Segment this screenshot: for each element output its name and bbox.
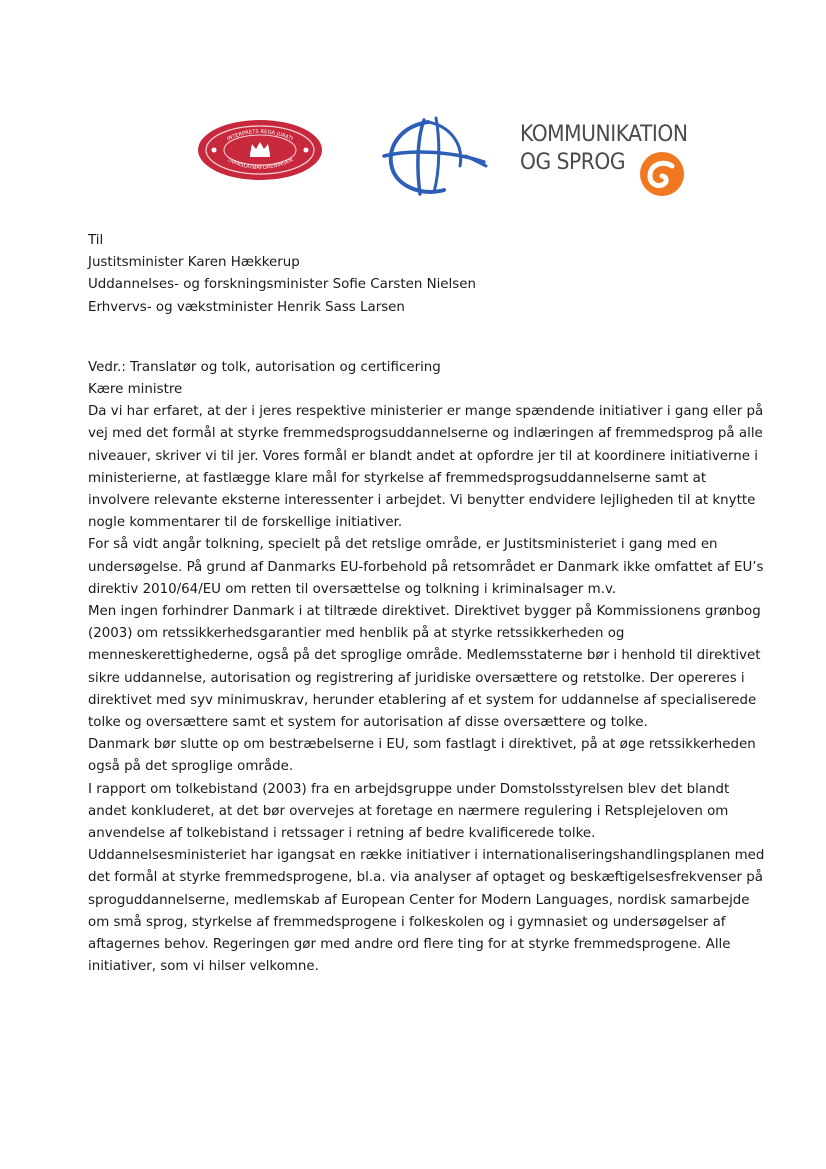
recipient-line: Justitsminister Karen Hækkerup	[88, 255, 300, 271]
letter-body	[88, 230, 768, 979]
subject-line: Vedr.: Translatør og tolk, autorisation og certificering	[88, 359, 441, 375]
recipient-block	[88, 230, 768, 319]
body-paragraph: For så vidt angår tolkning, specielt på det retslige område, er Justitsministeriet i gang med en undersøgelse. På grund af Danmarks EU-forbehold på retsområdet er Danmark ikke omfattet af EU’s direktiv 2010/64/EU om retten til oversættelse og tolkning i kriminalsager m.v.	[88, 537, 764, 597]
globe-logo-icon	[378, 116, 490, 198]
body-paragraph: Men ingen forhindrer Danmark i at tiltræde direktivet. Direktivet bygger på Kommissionens grønbog (2003) om retssikkerhedsgarantier med henblik på at styrke retssikkerheden og menneskerettighederne, også på det sproglige område. Medlemsstaterne bør i henhold til direktivet sikre uddannelse, autorisation og registrering af juridiske oversættere og retstolke. Der opereres i direktivet med syv minimuskrav, herunder etablering af et system for uddannelse af specialiserede tolke og oversættere samt et system for autorisation af disse oversættere og tolke.	[88, 604, 761, 731]
letterhead-logos	[0, 112, 826, 202]
body-paragraph: Danmark bør slutte op om bestræbelserne i EU, som fastlagt i direktivet, på at øge retssikkerheden også på det sproglige område.	[88, 737, 756, 775]
recipient-line: Uddannelses- og forskningsminister Sofie Carsten Nielsen	[88, 277, 476, 293]
recipient-line: Erhvervs- og vækstminister Henrik Sass Larsen	[88, 299, 405, 315]
recipient-label: Til	[88, 233, 104, 248]
salutation: Kære ministre	[88, 382, 183, 398]
kommunikation-og-sprog-logo	[520, 122, 700, 194]
logo-text-line1: KOMMUNIKATION	[520, 122, 688, 147]
body-paragraph: Uddannelsesministeriet har igangsat en række initiativer i internationaliseringshandlingsplanen med det formål at styrke fremmedsprogene, bl.a. via analyser af optaget og beskæftigelsesfrekvenser på sproguddannelserne, medlemskab af European Center for Modern Languages, nordisk samarbejde om små sprog, styrkelse af fremmedsprogene i folkeskolen og i gymnasiet og undersøgelser af aftagernes behov. Regeringen gør med andre ord flere ting for at styrke fremmedsprogene. Alle initiativer, som vi hilser velkomne.	[88, 848, 765, 975]
seal-text-top: INTERPRETS REGA JURATI	[226, 128, 294, 143]
body-paragraph: Da vi har erfaret, at der i jeres respektive ministerier er mange spændende initiativer i gang eller på vej med det formål at styrke fremmedsprogsuddannelserne og indlæringen af fremmedsprog på alle niveauer, skriver vi til jer. Vores formål er blandt andet at opfordre jer til at koordinere initiativerne i ministerierne, at fastlægge klare mål for styrkelse af fremmedsprogsuddannelserne samt at involvere relevante eksterne interessenter i arbejdet. Vi benytter endvidere lejligheden til at knytte nogle kommentarer til de forskellige initiativer.	[88, 404, 764, 531]
seal-text-bottom: TRANSLATØRFORENINGEN	[226, 157, 294, 172]
body-paragraph: I rapport om tolkebistand (2003) fra en arbejdsgruppe under Domstolsstyrelsen blev det blandt andet konkluderet, at det bør overvejes at foretage en nærmere regulering i Retsplejeloven om anvendelse af tolkebistand i retssager i retning af bedre kvalificerede tolke.	[88, 781, 730, 842]
logo-text-line2: OG SPROG	[520, 150, 626, 175]
orange-swirl-icon	[638, 150, 686, 198]
association-seal-icon	[196, 118, 324, 182]
